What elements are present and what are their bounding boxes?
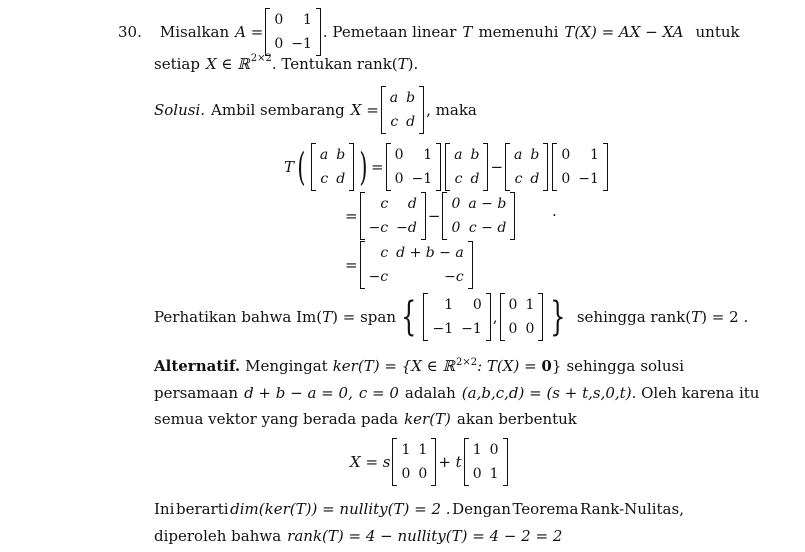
T-definition: T(X) = AX − XA (564, 23, 684, 41)
image-line: Perhatikan bahwa Im( T ) = span { 1 0 −1 −1 , 0 1 0 0 } sehingga rank( T ) = 2 . (154, 294, 749, 340)
matrix-A: 0 1 0 −1 (265, 8, 321, 56)
alt-line-3: semua vektor yang berada pada ker(T) akan berbentuk (154, 410, 577, 428)
equation-row-2: = c d −c −d − 0 a − b 0 c − d (345, 192, 517, 240)
conclusion-line-2: diperoleh bahwa rank(T) = 4 − nullity(T) = 4 − 2 = 2 (154, 527, 563, 545)
alt-title: Alternatif. (154, 357, 241, 375)
solution-intro: Solusi. Ambil sembarang X = a b c d , maka (154, 86, 477, 134)
conclusion-line-1: Ini berarti dim(ker(T)) = nullity(T) = 2 . Dengan Teorema Rank-Nulitas, (154, 500, 684, 518)
A-eq: A = (235, 23, 264, 41)
problem-line-2: setiap X ∈ ℝ 2×2 . Tentukan rank( T ). (154, 52, 419, 73)
equation-row-1: T ( a b c d ) = 0 1 0 −1 a b c d − a b c d 0 1 0 −1 (284, 143, 610, 191)
solution-label: Solusi. (154, 101, 206, 119)
equation-row-3: = c d + b − a −c −c (345, 241, 475, 289)
row2-period: . (552, 202, 557, 220)
problem-intro: Misalkan (159, 23, 230, 41)
matrix-X: a b c d (381, 86, 424, 134)
problem-line-1: 30. Misalkan A = 0 1 0 −1 . Pemetaan linear T memenuhi T(X) = AX − XA untuk (118, 8, 740, 56)
alt-line-2: persamaan d + b − a = 0, c = 0 adalah (a,b,c,d) = (s + t,s,0,t) . Oleh karena itu (154, 384, 760, 402)
basis-equation: X = s 1 1 0 0 + t 1 0 0 1 (350, 438, 510, 486)
alt-line-1: Alternatif. Mengingat ker(T) = {X ∈ ℝ$^{2\times 2}$: T(X) = 0} sehingga solusi (154, 357, 684, 375)
problem-number: 30. (118, 23, 142, 41)
